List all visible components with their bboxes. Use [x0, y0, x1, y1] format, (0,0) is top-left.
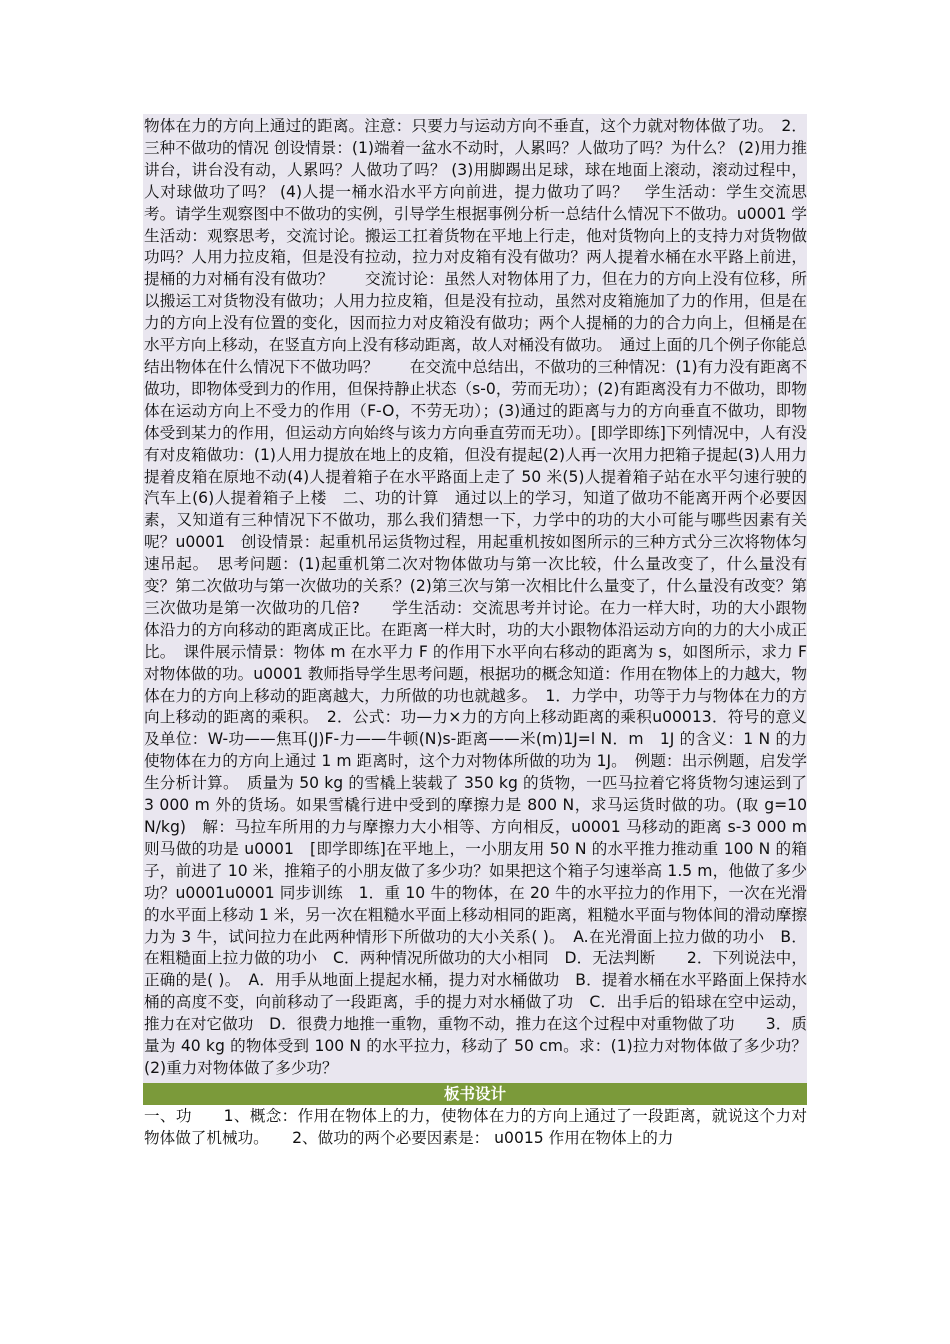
board-design-heading: 板书设计 — [143, 1083, 807, 1105]
board-design-text: 一、功 1、概念：作用在物体上的力，使物体在力的方向上通过了一段距离，就说这个力对物体做了机械功。 2、做功的两个必要因素是： u0015 作用在物体上的力 — [143, 1105, 807, 1150]
document-page — [143, 114, 807, 1150]
lesson-body-text: 物体在力的方向上通过的距离。注意：只要力与运动方向不垂直，这个力就对物体做了功。 2．三种不做功的情况 创设情景：(1)端着一盆水不动时，人累吗？人做功了吗？为什么？ (2)用力推讲台，讲台没有动，人累吗？人做功了吗？ (3)用脚踢出足球，球在地面上滚动，滚动过程中，人对球做功了吗？ (4)人提一桶水沿水平方向前进，提力做功了吗？ 学生活动：学生交流思考。请学生观察图中不做功的实例，引导学生根据事例分析一总结什么情况下不做功。u0001 学生活动：观察思考，交流讨论。搬运工扛着货物在平地上行走，他对货物向上的支持力对货物做功吗？人用力拉皮箱，但是没有拉动，拉力对皮箱有没有做功？两人提着水桶在水平路上前进，提桶的力对桶有没有做功？ 交流讨论：虽然人对物体用了力，但在力的方向上没有位移，所以搬运工对货物没有做功；人用力拉皮箱，但是没有拉动，虽然对皮箱施加了力的作用，但是在力的方向上没有位置的变化，因而拉力对皮箱没有做功；两个人提桶的力的合力向上，但桶是在水平方向上移动，在竖直方向上没有移动距离，故人对桶没有做功。 通过上面的几个例子你能总结出物体在什么情况下不做功吗？ 在交流中总结出，不做功的三种情况：(1)有力没有距离不做功，即物体受到力的作用，但保持静止状态（s-0，劳而无功）；(2)有距离没有力不做功，即物体在运动方向上不受力的作用（F-O，不劳无功）；(3)通过的距离与力的方向垂直不做功，即物体受到某力的作用，但运动方向始终与该力方向垂直劳而无功）。[即学即练]下列情况中，人有没有对皮箱做功：(1)人用力提放在地上的皮箱，但没有提起(2)人再一次用力把箱子提起(3)人用力提着皮箱在原地不动(4)人提着箱子在水平路面上走了 50 米(5)人提着箱子站在水平匀速行驶的汽车上(6)人提着箱子上楼 二、功的计算 通过以上的学习，知道了做功不能离开两个必要因素，又知道有三种情况下不做功，那么我们猜想一下，力学中的功的大小可能与哪些因素有关呢？u0001 创设情景：起重机吊运货物过程，用起重机按如图所示的三种方式分三次将物体匀速吊起。 思考问题：(1)起重机第二次对物体做功与第一次比较，什么量改变了，什么量没有变？第二次做功与第一次做功的关系？(2)第三次与第一次相比什么量变了，什么量没有改变？第三次做功是第一次做功的几倍? 学生活动：交流思考并讨论。在力一样大时，功的大小跟物体沿力的方向移动的距离成正比。在距离一样大时，功的大小跟物体沿运动方向的力的大小成正比。 课件展示情景：物体 m 在水平力 F 的作用下水平向右移动的距离为 s，如图所示，求力 F 对物体做的功。u0001 教师指导学生思考问题，根据功的概念知道：作用在物体上的力越大，物体在力的方向上移动的距离越大，力所做的功也就越多。 1．力学中，功等于力与物体在力的方向上移动的距离的乘积。 2．公式：功—力×力的方向上移动距离的乘积u00013．符号的意义及单位：W-功——焦耳(J)F-力——牛顿(N)s-距离——米(m)1J=l N．m 1J 的含义：1 N 的力使物体在力的方向上通过 1 m 距离时，这个力对物体所做的功为 1J。 例题：出示例题，启发学生分析计算。 质量为 50 kg 的雪橇上装载了 350 kg 的货物，一匹马拉着它将货物匀速运到了 3 000 m 外的货场。如果雪橇行进中受到的摩擦力是 800 N，求马运货时做的功。(取 g=10 N/kg) 解：马拉车所用的力与摩擦力大小相等、方向相反，u0001 马移动的距离 s-3 000 m 则马做的功是 u0001 [即学即练]在平地上，一小朋友用 50 N 的水平推力推动重 100 N 的箱子，前进了 10 米，推箱子的小朋友做了多少功？如果把这个箱子匀速举高 1.5 m，他做了多少功？u0001u0001 同步训练 1．重 10 牛的物体，在 20 牛的水平拉力的作用下，一次在光滑的水平面上移动 1 米，另一次在粗糙水平面上移动相同的距离，粗糙水平面与物体间的滑动摩擦力为 3 牛，试问拉力在此两种情形下所做功的大小关系( )。 A.在光滑面上拉力做的功小 B．在粗糙面上拉力做的功小 C．两种情况所做功的大小相同 D．无法判断 2．下列说法中，正确的是( )。 A．用手从地面上提起水桶，提力对水桶做功 B．提着水桶在水平路面上保持水桶的高度不变，向前移动了一段距离，手的提力对水桶做了功 C．出手后的铅球在空中运动，推力在对它做功 D．很费力地推一重物，重物不动，推力在这个过程中对重物做了功 3．质量为 40 kg 的物体受到 100 N 的水平拉力，移动了 50 cm。求：(1)拉力对物体做了多少功？(2)重力对物体做了多少功？ — [143, 114, 807, 1083]
